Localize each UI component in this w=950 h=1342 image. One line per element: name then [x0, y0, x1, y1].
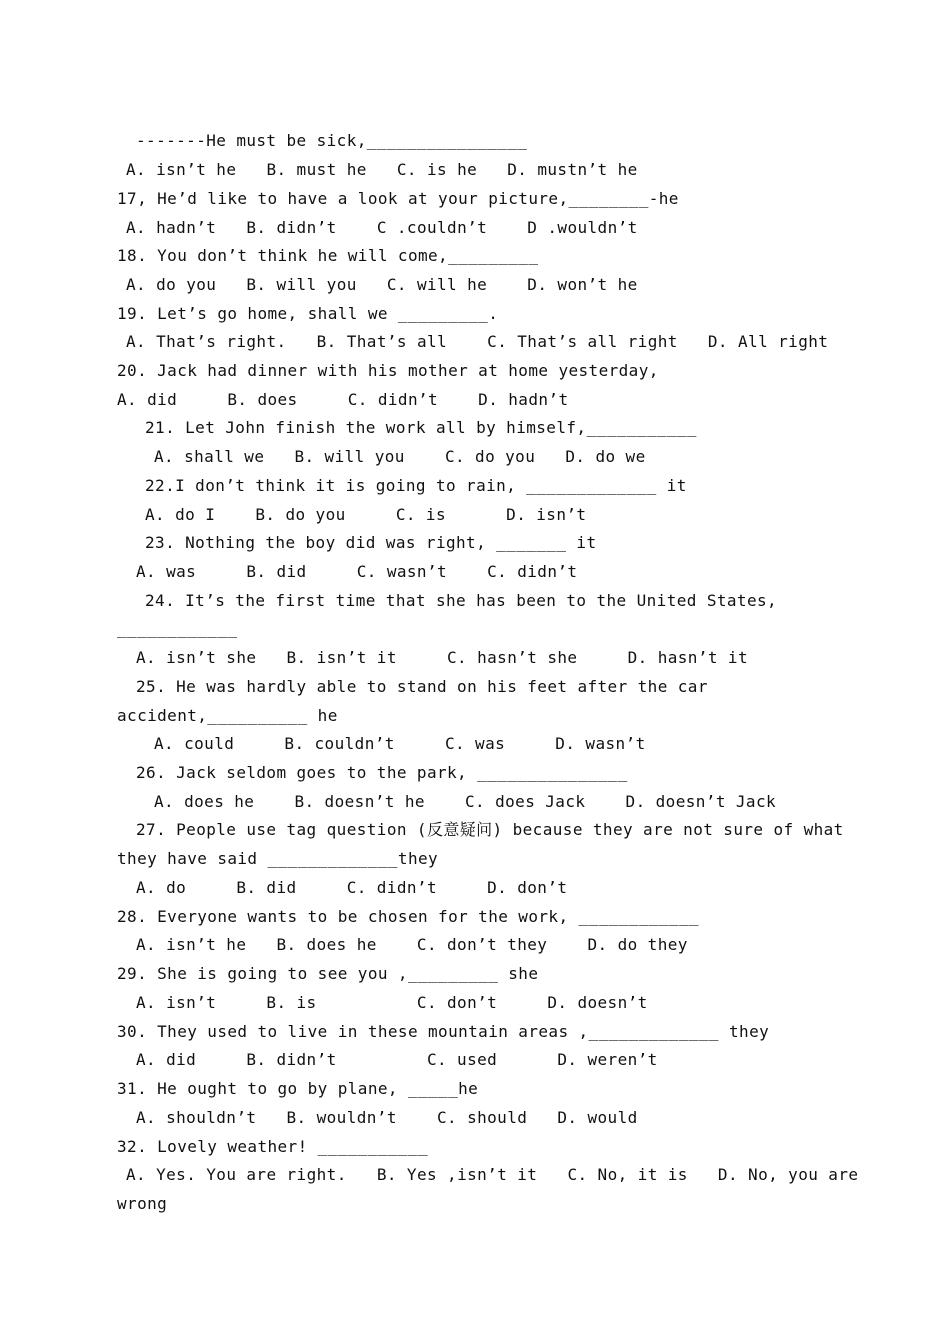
line-q18-options: A. do you B. will you C. will he D. won’t he: [126, 275, 638, 294]
line-q28-options: A. isn’t he B. does he C. don’t they D. do they: [136, 935, 688, 954]
line-q24-blank: ____________: [117, 619, 238, 638]
line-q16-options: A. isn’t he B. must he C. is he D. mustn’t he: [126, 160, 638, 179]
line-q20-options: A. did B. does C. didn’t D. hadn’t: [117, 390, 569, 409]
line-q26-stem: 26. Jack seldom goes to the park, _______________: [136, 763, 628, 782]
line-q26-options: A. does he B. doesn’t he C. does Jack D. doesn’t Jack: [154, 792, 777, 811]
line-q32-options: A. Yes. You are right. B. Yes ,isn’t it C. No, it is D. No, you are: [126, 1165, 859, 1184]
line-q29-stem: 29. She is going to see you ,_________ she: [117, 964, 539, 983]
line-q25-stem: 25. He was hardly able to stand on his feet after the car: [136, 677, 708, 696]
line-q27-options: A. do B. did C. didn’t D. don’t: [136, 878, 568, 897]
line-q19-options: A. That’s right. B. That’s all C. That’s all right D. All right: [126, 332, 829, 351]
line-q28-stem: 28. Everyone wants to be chosen for the work, ____________: [117, 907, 699, 926]
line-q24-stem: 24. It’s the first time that she has been to the United States,: [145, 591, 778, 610]
line-q31-stem: 31. He ought to go by plane, _____he: [117, 1079, 479, 1098]
line-q19-stem: 19. Let’s go home, shall we _________.: [117, 304, 499, 323]
line-q18-stem: 18. You don’t think he will come,_________: [117, 246, 539, 265]
line-q30-options: A. did B. didn’t C. used D. weren’t: [136, 1050, 658, 1069]
line-q17-options: A. hadn’t B. didn’t C .couldn’t D .wouldn’t: [126, 218, 638, 237]
line-q22-options: A. do I B. do you C. is D. isn’t: [145, 505, 587, 524]
line-q25-options: A. could B. couldn’t C. was D. wasn’t: [154, 734, 646, 753]
line-q22-stem: 22.I don’t think it is going to rain, _____________ it: [145, 476, 687, 495]
line-q27-stem-cont: they have said _____________they: [117, 849, 439, 868]
line-q30-stem: 30. They used to live in these mountain areas ,_____________ they: [117, 1022, 770, 1041]
line-q20-stem: 20. Jack had dinner with his mother at home yesterday,: [117, 361, 659, 380]
line-q23-stem: 23. Nothing the boy did was right, _______ it: [145, 533, 597, 552]
line-q29-options: A. isn’t B. is C. don’t D. doesn’t: [136, 993, 648, 1012]
line-q21-stem: 21. Let John finish the work all by himself,___________: [145, 418, 697, 437]
line-q31-options: A. shouldn’t B. wouldn’t C. should D. would: [136, 1108, 638, 1127]
line-q27-stem: 27. People use tag question (反意疑问) because they are not sure of what: [136, 820, 844, 839]
line-q24-options: A. isn’t she B. isn’t it C. hasn’t she D. hasn’t it: [136, 648, 749, 667]
line-q16-stem: -------He must be sick,________________: [136, 131, 528, 150]
line-q32-options-cont: wrong: [117, 1194, 168, 1213]
line-q17-stem: 17, He’d like to have a look at your picture,________-he: [117, 189, 679, 208]
line-q25-stem-cont: accident,__________ he: [117, 706, 338, 725]
line-q32-stem: 32. Lovely weather! ___________: [117, 1137, 429, 1156]
line-q21-options: A. shall we B. will you C. do you D. do we: [154, 447, 646, 466]
line-q23-options: A. was B. did C. wasn’t C. didn’t: [136, 562, 578, 581]
